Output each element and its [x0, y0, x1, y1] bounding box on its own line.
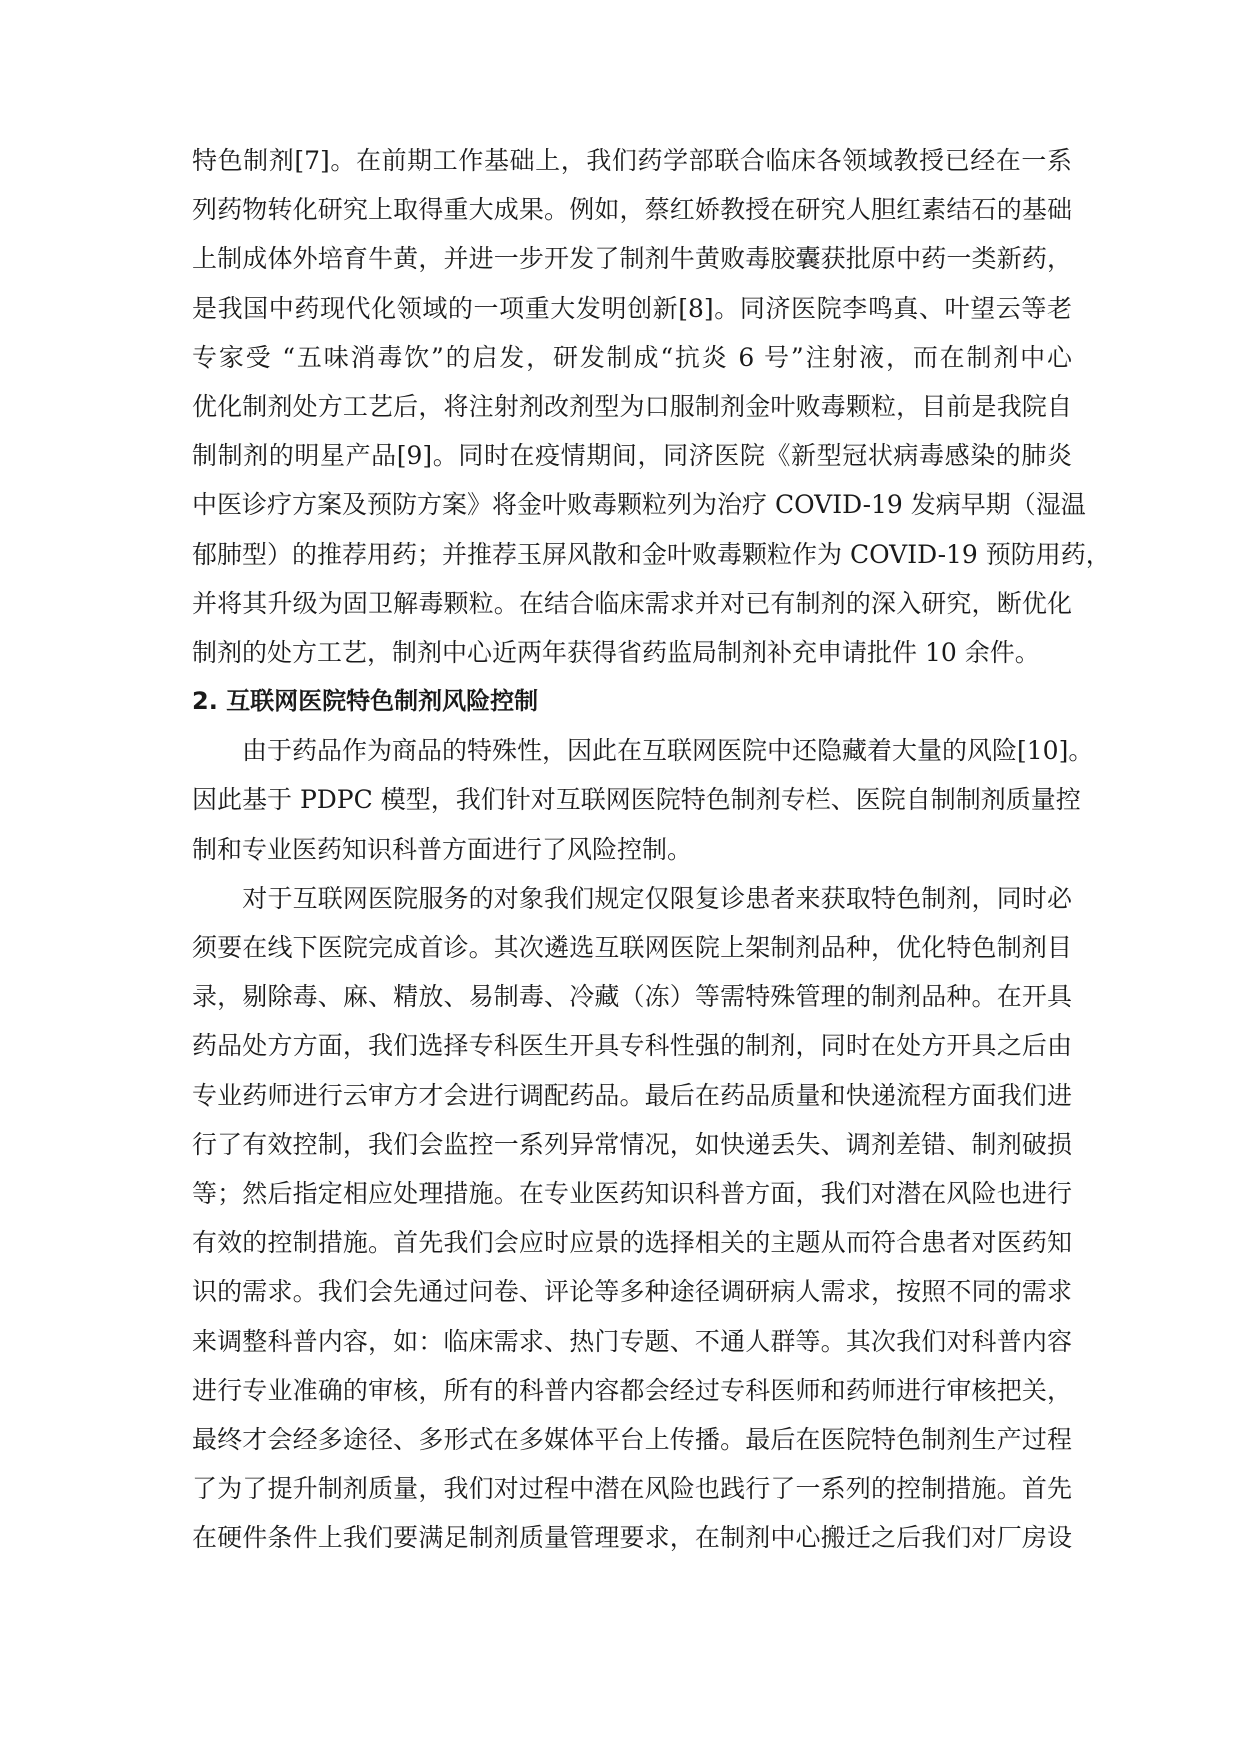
text-line: 郁肺型）的推荐用药；并推荐玉屏风散和金叶败毒颗粒作为 COVID-19 预防用药，: [192, 539, 1111, 569]
text-line: 上制成体外培育牛黄，并进一步开发了制剂牛黄败毒胶囊获批原中药一类新药，: [192, 244, 1072, 274]
text-line: 专业药师进行云审方才会进行调配药品。最后在药品质量和快递流程方面我们进: [192, 1080, 1072, 1110]
text-line: 药品处方方面，我们选择专科医生开具专科性强的制剂，同时在处方开具之后由: [192, 1031, 1072, 1061]
text-line: 等；然后指定相应处理措施。在专业医药知识科普方面，我们对潜在风险也进行: [192, 1178, 1072, 1208]
text-line: 因此基于 PDPC 模型，我们针对互联网医院特色制剂专栏、医院自制制剂质量控: [192, 785, 1081, 815]
text-line: 特色制剂[7]。在前期工作基础上，我们药学部联合临床各领域教授已经在一系: [192, 146, 1072, 175]
text-line: 专家受 “五味消毒饮”的启发，研发制成“抗炎 6 号”注射液，而在制剂中心: [192, 342, 1072, 372]
text-line: 并将其升级为固卫解毒颗粒。在结合临床需求并对已有制剂的深入研究，断优化: [192, 588, 1072, 618]
text-line: 制制剂的明星产品[9]。同时在疫情期间，同济医院《新型冠状病毒感染的肺炎: [192, 441, 1072, 471]
document-body: [192, 136, 1111, 1562]
text-line: 了为了提升制剂质量，我们对过程中潜在风险也践行了一系列的控制措施。首先: [192, 1474, 1072, 1504]
text-line: 录，剔除毒、麻、精放、易制毒、冷藏（冻）等需特殊管理的制剂品种。在开具: [192, 982, 1072, 1012]
text-line: 是我国中药现代化领域的一项重大发明创新[8]。同济医院李鸣真、叶望云等老: [192, 293, 1072, 323]
text-line: 制和专业医药知识科普方面进行了风险控制。: [192, 834, 693, 864]
text-line: 进行专业准确的审核，所有的科普内容都会经过专科医师和药师进行审核把关，: [192, 1375, 1072, 1405]
paragraph-1: [192, 136, 1111, 677]
text-line: 在硬件条件上我们要满足制剂质量管理要求，在制剂中心搬迁之后我们对厂房设: [192, 1523, 1072, 1553]
text-line: 行了有效控制，我们会监控一系列异常情况，如快递丢失、调剂差错、制剂破损: [192, 1129, 1072, 1159]
text-line: 优化制剂处方工艺后，将注射剂改剂型为口服制剂金叶败毒颗粒，目前是我院自: [192, 391, 1072, 421]
paragraph-3: [192, 874, 1072, 1563]
text-line: 来调整科普内容，如：临床需求、热门专题、不通人群等。其次我们对科普内容: [192, 1326, 1072, 1356]
text-line: 制剂的处方工艺，制剂中心近两年获得省药监局制剂补充申请批件 10 余件。: [192, 637, 1040, 667]
text-line: 列药物转化研究上取得重大成果。例如，蔡红娇教授在研究人胆红素结石的基础: [192, 195, 1072, 225]
section-heading: 2. 互联网医院特色制剂风险控制: [192, 687, 539, 716]
text-line: 识的需求。我们会先通过问卷、评论等多种途径调研病人需求，按照不同的需求: [192, 1277, 1072, 1307]
text-line: 最终才会经多途径、多形式在多媒体平台上传播。最后在医院特色制剂生产过程: [192, 1424, 1072, 1454]
text-line: 中医诊疗方案及预防方案》将金叶败毒颗粒列为治疗 COVID-19 发病早期（湿温: [192, 490, 1086, 520]
text-line: 须要在线下医院完成首诊。其次遴选互联网医院上架制剂品种，优化特色制剂目: [192, 933, 1072, 962]
text-line: 有效的控制措施。首先我们会应时应景的选择相关的主题从而符合患者对医药知: [192, 1228, 1072, 1258]
paragraph-2: [192, 726, 1094, 874]
text-line: 由于药品作为商品的特殊性，因此在互联网医院中还隐藏着大量的风险[10]。: [192, 736, 1094, 766]
text-line: 对于互联网医院服务的对象我们规定仅限复诊患者来获取特色制剂，同时必: [192, 883, 1072, 913]
